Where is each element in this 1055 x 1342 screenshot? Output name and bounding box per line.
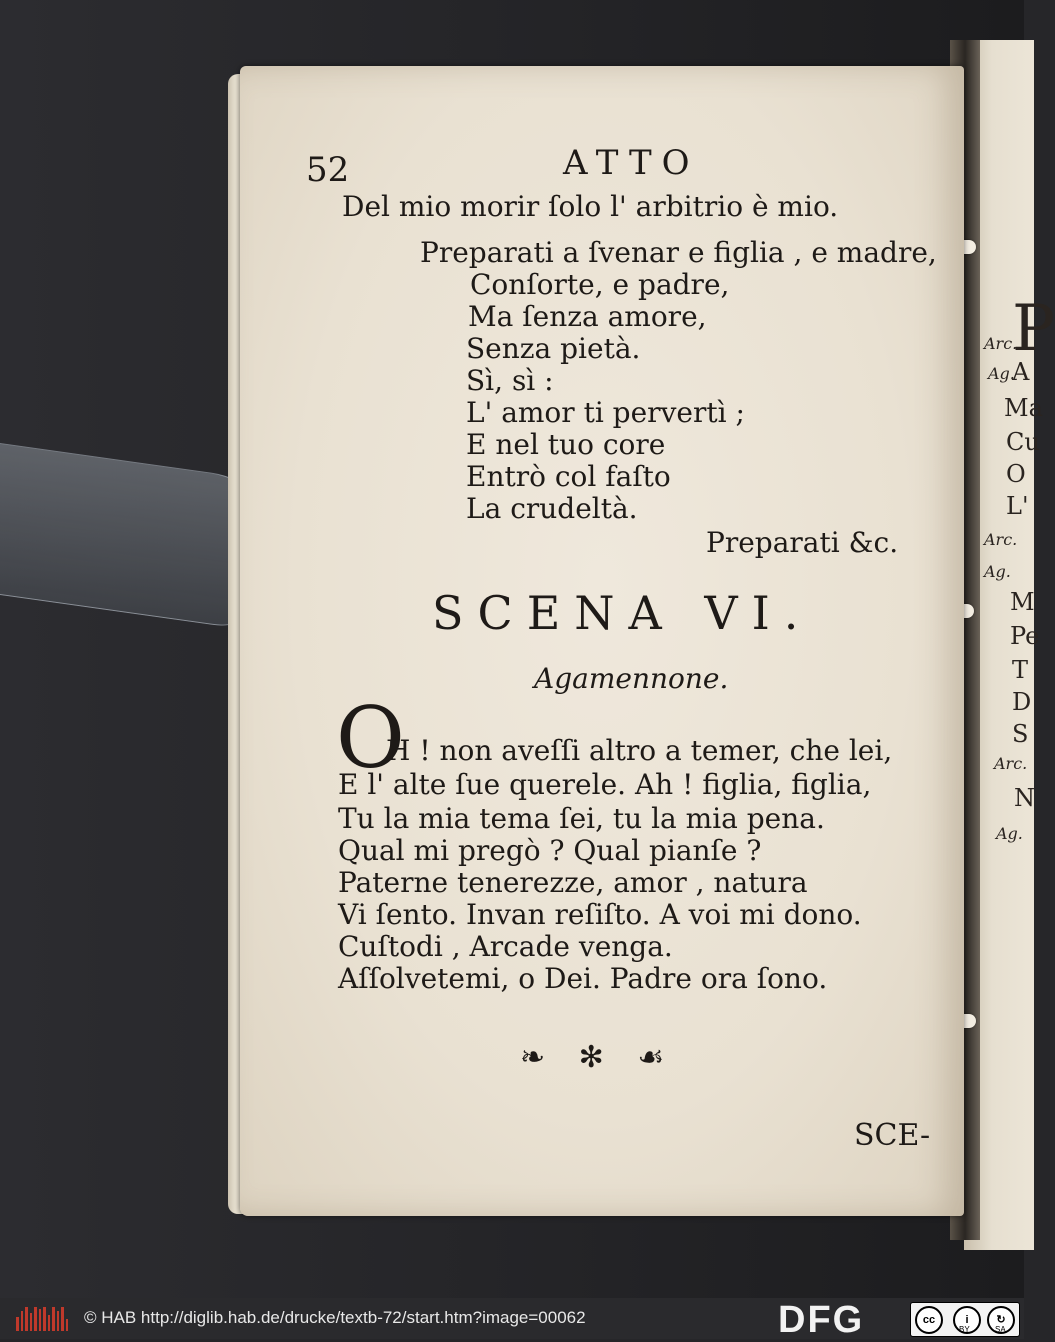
facing-fragment: Arc. xyxy=(984,530,1018,549)
verse-line: Del mio morir ſolo l' arbitrio è mio. xyxy=(342,190,839,223)
facing-fragment: Ag. xyxy=(988,364,1015,383)
facing-fragment: T xyxy=(1012,656,1029,684)
running-head: ATTO xyxy=(563,143,700,183)
by-label: BY xyxy=(959,1325,970,1334)
facing-fragment: A xyxy=(1012,358,1030,386)
verse-line: Entrò col faſto xyxy=(466,460,671,493)
verse-line: Preparati a ſvenar e figlia , e madre, xyxy=(420,236,937,269)
footer-bar xyxy=(0,1298,1024,1339)
source-link[interactable]: © HAB http://diglib.hab.de/drucke/textb-72/start.htm?image=00062 xyxy=(84,1308,586,1327)
sa-icon: ↻ xyxy=(987,1306,1015,1334)
verse-line: Ma ſenza amore, xyxy=(468,300,707,333)
speech-line: Qual mi pregò ? Qual pianſe ? xyxy=(338,834,762,867)
facing-fragment: N xyxy=(1014,784,1035,812)
facing-fragment: D xyxy=(1012,688,1032,716)
verse-line: Preparati &c. xyxy=(706,526,899,559)
speaker-name: Agamennone. xyxy=(534,662,729,695)
facing-fragment: O xyxy=(1006,460,1026,488)
speech-line: E l' alte ſue querele. Ah ! figlia, figlia, xyxy=(338,768,872,801)
by-icon: i xyxy=(953,1306,981,1334)
page-number: 52 xyxy=(306,150,350,190)
speech-line: Tu la mia tema ſei, tu la mia pena. xyxy=(338,802,825,835)
dfg-logo: DFG xyxy=(778,1299,865,1341)
speech-line: H ! non aveſſi altro a temer, che lei, xyxy=(386,734,893,767)
facing-fragment: Cu xyxy=(1006,428,1040,456)
facing-fragment: Ag. xyxy=(996,824,1023,843)
printer-ornament: ❧ ✻ ☙ xyxy=(520,1040,677,1075)
verse-line: Senza pietà. xyxy=(466,332,641,365)
catchword: SCE- xyxy=(854,1118,931,1153)
speech-line: Cuſtodi , Arcade venga. xyxy=(338,930,673,963)
verse-line: Sì, sì : xyxy=(466,364,554,397)
speech-line: Aſſolvetemi, o Dei. Padre ora ſono. xyxy=(338,962,828,995)
facing-fragment: Ag. xyxy=(984,562,1011,581)
facing-fragment: L' xyxy=(1006,492,1029,520)
verse-line: Conſorte, e padre, xyxy=(470,268,730,301)
hab-logo-icon xyxy=(16,1307,68,1331)
cc-license-badge[interactable] xyxy=(910,1302,1020,1337)
verse-line: La crudeltà. xyxy=(466,492,638,525)
speech-line: Vi ſento. Invan reſiſto. A voi mi dono. xyxy=(338,898,862,931)
facing-fragment: Arc. xyxy=(994,754,1028,773)
facing-fragment: Ma xyxy=(1004,394,1043,422)
facing-fragment: Arc. xyxy=(984,334,1018,353)
facing-fragment: P xyxy=(1012,292,1055,366)
facing-fragment: S xyxy=(1012,720,1029,748)
facing-fragment: Pe xyxy=(1010,622,1040,650)
scene-heading: SCENA VI. xyxy=(432,586,813,640)
facing-fragment: M xyxy=(1010,588,1035,616)
verse-line: E nel tuo core xyxy=(466,428,666,461)
verse-line: L' amor ti pervertì ; xyxy=(466,396,745,429)
speech-line: Paterne tenerezze, amor , natura xyxy=(338,866,808,899)
cc-icon: cc xyxy=(915,1306,943,1334)
sa-label: SA xyxy=(995,1325,1006,1334)
drop-cap: O xyxy=(336,689,405,787)
